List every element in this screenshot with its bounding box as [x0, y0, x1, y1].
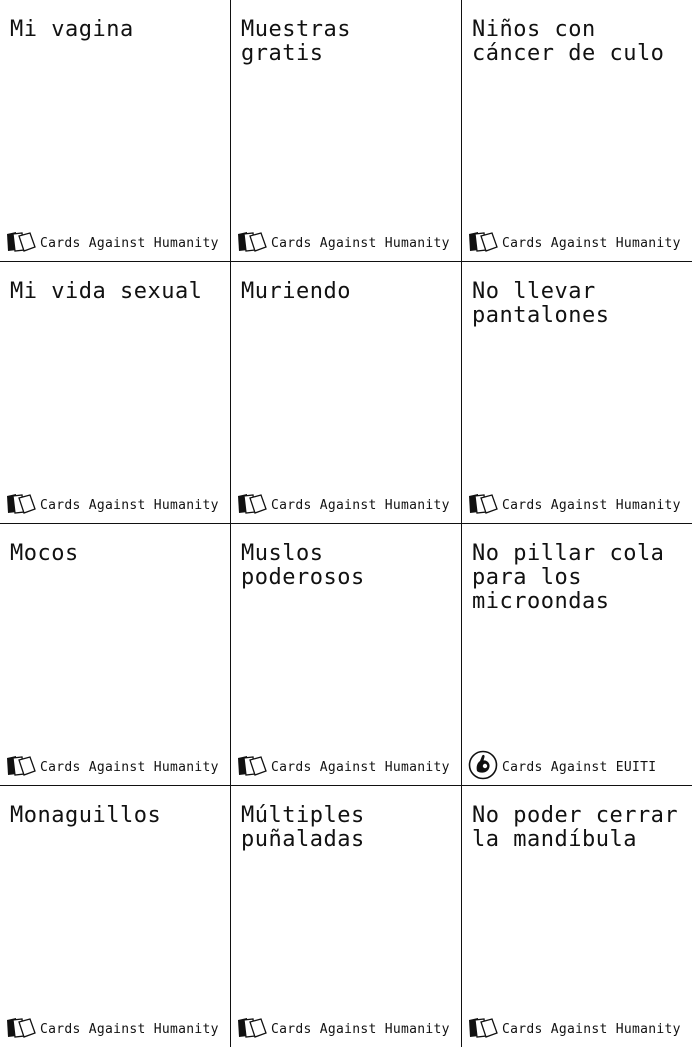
card-footer	[6, 1016, 219, 1038]
card-text: Mi vagina	[10, 17, 134, 42]
cards-stack-icon	[237, 230, 267, 252]
answer-card	[231, 786, 461, 1047]
answer-card	[231, 262, 461, 523]
card-brand-label: Cards Against Humanity	[40, 1021, 219, 1037]
card-footer	[237, 754, 450, 776]
card-brand-label: Cards Against Humanity	[502, 497, 681, 513]
card-brand-label: Cards Against Humanity	[271, 235, 450, 251]
answer-card	[0, 524, 230, 785]
answer-card	[0, 262, 230, 523]
answer-card	[231, 524, 461, 785]
answer-card	[462, 0, 692, 261]
card-brand-label: Cards Against Humanity	[271, 759, 450, 775]
card-brand-label: Cards Against Humanity	[502, 1021, 681, 1037]
card-footer	[468, 492, 681, 514]
card-text: Niños con cáncer de culo	[472, 17, 665, 66]
horizontal-cut-line	[0, 523, 692, 524]
card-brand-label: Cards Against EUITI	[502, 759, 657, 775]
cards-stack-icon	[468, 492, 498, 514]
card-footer	[6, 492, 219, 514]
card-text: No poder cerrar la mandíbula	[472, 803, 679, 852]
cards-stack-icon	[468, 230, 498, 252]
cards-stack-icon	[237, 754, 267, 776]
card-text: Muriendo	[241, 279, 351, 304]
card-footer	[237, 492, 450, 514]
card-text: Muslos poderosos	[241, 541, 365, 590]
answer-card	[462, 524, 692, 785]
cards-stack-icon	[237, 1016, 267, 1038]
card-text: Múltiples puñaladas	[241, 803, 365, 852]
cards-stack-icon	[6, 492, 36, 514]
card-text: Mocos	[10, 541, 79, 566]
answer-card	[0, 786, 230, 1047]
card-footer	[6, 230, 219, 252]
card-brand-label: Cards Against Humanity	[271, 1021, 450, 1037]
cards-stack-icon	[6, 1016, 36, 1038]
card-footer	[468, 230, 681, 252]
card-brand-label: Cards Against Humanity	[271, 497, 450, 513]
card-footer	[468, 1016, 681, 1038]
euiti-hand-emblem-icon	[468, 750, 498, 780]
card-brand-label: Cards Against Humanity	[502, 235, 681, 251]
answer-card	[462, 786, 692, 1047]
card-brand-label: Cards Against Humanity	[40, 497, 219, 513]
card-footer	[468, 754, 656, 776]
card-brand-label: Cards Against Humanity	[40, 759, 219, 775]
card-text: Mi vida sexual	[10, 279, 203, 304]
card-text: No pillar cola para los microondas	[472, 541, 665, 614]
card-text: No llevar pantalones	[472, 279, 610, 328]
horizontal-cut-line	[0, 785, 692, 786]
answer-card	[0, 0, 230, 261]
answer-card	[231, 0, 461, 261]
answer-card	[462, 262, 692, 523]
horizontal-cut-line	[0, 261, 692, 262]
card-text: Monaguillos	[10, 803, 162, 828]
card-footer	[6, 754, 219, 776]
card-brand-label: Cards Against Humanity	[40, 235, 219, 251]
card-text: Muestras gratis	[241, 17, 351, 66]
cards-stack-icon	[6, 230, 36, 252]
cards-stack-icon	[237, 492, 267, 514]
cards-stack-icon	[468, 1016, 498, 1038]
card-footer	[237, 1016, 450, 1038]
cards-stack-icon	[6, 754, 36, 776]
card-footer	[237, 230, 450, 252]
